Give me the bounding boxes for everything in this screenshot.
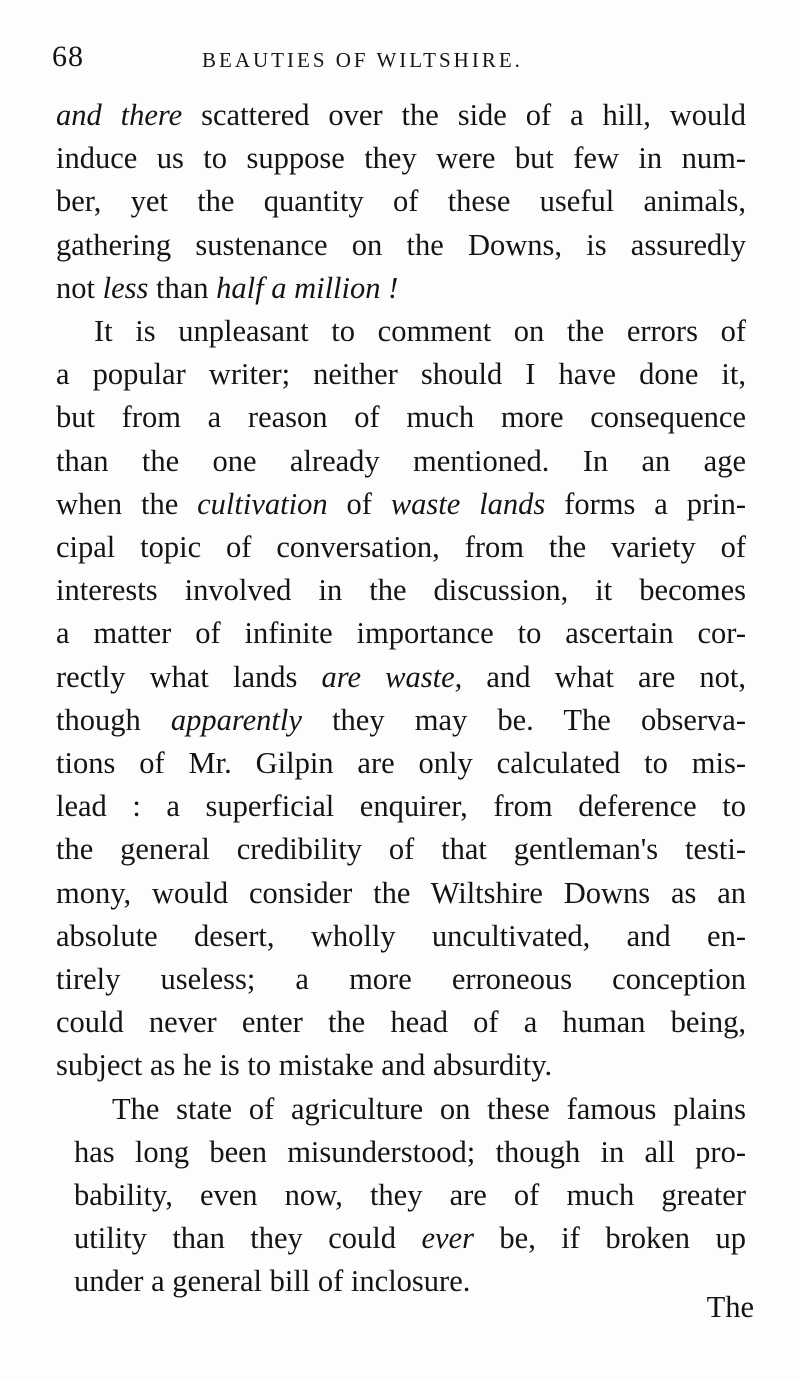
text-run: of bbox=[327, 486, 391, 521]
body-text bbox=[56, 94, 746, 1304]
text-run: rectly what lands bbox=[56, 659, 322, 694]
text-line bbox=[56, 785, 746, 828]
italic-phrase: waste lands bbox=[390, 486, 546, 521]
text-run: be, if broken up bbox=[473, 1221, 746, 1256]
text-run: subject as he is to mistake and absurdity. bbox=[56, 1048, 553, 1083]
text-run: than bbox=[148, 270, 217, 305]
text-run: utility than they could bbox=[74, 1221, 422, 1256]
text-run: cipal topic of conversation, from the variety of bbox=[56, 530, 746, 565]
text-run: they may be. The observa- bbox=[301, 702, 746, 737]
italic-phrase: apparently bbox=[170, 702, 302, 737]
text-run: a matter of infinite importance to ascertain cor- bbox=[56, 616, 746, 651]
text-line bbox=[56, 396, 746, 439]
text-line bbox=[56, 699, 746, 742]
italic-phrase: less bbox=[102, 270, 149, 305]
text-run: forms a prin- bbox=[545, 486, 746, 521]
text-line bbox=[56, 1217, 746, 1260]
text-line bbox=[56, 310, 746, 353]
text-line bbox=[56, 353, 746, 396]
italic-phrase: cultivation bbox=[197, 486, 328, 521]
italic-phrase: and there bbox=[56, 98, 183, 132]
text-line bbox=[56, 1044, 746, 1087]
text-line bbox=[56, 267, 746, 310]
text-line bbox=[56, 872, 746, 915]
text-run: It is unpleasant to comment on the errors of bbox=[94, 314, 746, 349]
page-header bbox=[52, 40, 752, 80]
text-line bbox=[56, 1174, 746, 1217]
text-line bbox=[56, 612, 746, 655]
italic-phrase: are waste, bbox=[321, 659, 463, 694]
text-line bbox=[56, 224, 746, 267]
text-run: induce us to suppose they were but few in num- bbox=[56, 141, 746, 176]
italic-phrase: ever bbox=[421, 1221, 474, 1256]
running-title: BEAUTIES OF WILTSHIRE. bbox=[202, 48, 523, 72]
text-run: and what are not, bbox=[462, 659, 746, 694]
catchword: The bbox=[706, 1290, 754, 1324]
text-line bbox=[56, 828, 746, 871]
text-line bbox=[56, 1001, 746, 1044]
text-run: scattered over the side of a hill, would bbox=[182, 98, 746, 132]
text-run: gathering sustenance on the Downs, is assuredly bbox=[56, 227, 746, 262]
text-run: not bbox=[56, 270, 103, 305]
italic-phrase: half a million ! bbox=[216, 270, 399, 305]
text-run: bability, even now, they are of much greater bbox=[74, 1178, 746, 1213]
text-run: The state of agriculture on these famous plains bbox=[112, 1091, 746, 1126]
text-run: ber, yet the quantity of these useful animals, bbox=[56, 184, 746, 219]
text-line bbox=[56, 94, 746, 137]
text-line bbox=[56, 915, 746, 958]
text-line bbox=[56, 1088, 746, 1131]
text-line bbox=[56, 180, 746, 223]
text-run: though bbox=[56, 702, 171, 737]
text-line bbox=[56, 958, 746, 1001]
text-run: when the bbox=[56, 486, 198, 521]
text-line bbox=[56, 656, 746, 699]
text-run: but from a reason of much more consequence bbox=[56, 400, 746, 435]
text-run: lead : a superficial enquirer, from deference to bbox=[56, 789, 746, 824]
text-line bbox=[56, 569, 746, 612]
text-run: interests involved in the discussion, it becomes bbox=[56, 573, 746, 608]
text-run: than the one already mentioned. In an age bbox=[56, 443, 746, 478]
text-run: mony, would consider the Wiltshire Downs as an bbox=[56, 875, 746, 910]
page-number: 68 bbox=[52, 40, 84, 73]
text-run: could never enter the head of a human being, bbox=[56, 1005, 746, 1040]
text-run: a popular writer; neither should I have done it, bbox=[56, 357, 746, 392]
text-line bbox=[56, 742, 746, 785]
text-run: tirely useless; a more erroneous conception bbox=[56, 962, 746, 997]
text-line bbox=[56, 137, 746, 180]
text-line bbox=[56, 1260, 746, 1303]
text-run: the general credibility of that gentleman's testi- bbox=[56, 832, 746, 867]
text-run: under a general bill of inclosure. bbox=[74, 1264, 471, 1299]
text-line bbox=[56, 483, 746, 526]
text-line bbox=[56, 1131, 746, 1174]
text-line bbox=[56, 526, 746, 569]
text-run: has long been misunderstood; though in all pro- bbox=[74, 1134, 746, 1169]
text-line bbox=[56, 440, 746, 483]
text-run: tions of Mr. Gilpin are only calculated to mis- bbox=[56, 746, 746, 781]
text-run: absolute desert, wholly uncultivated, and en- bbox=[56, 918, 746, 953]
